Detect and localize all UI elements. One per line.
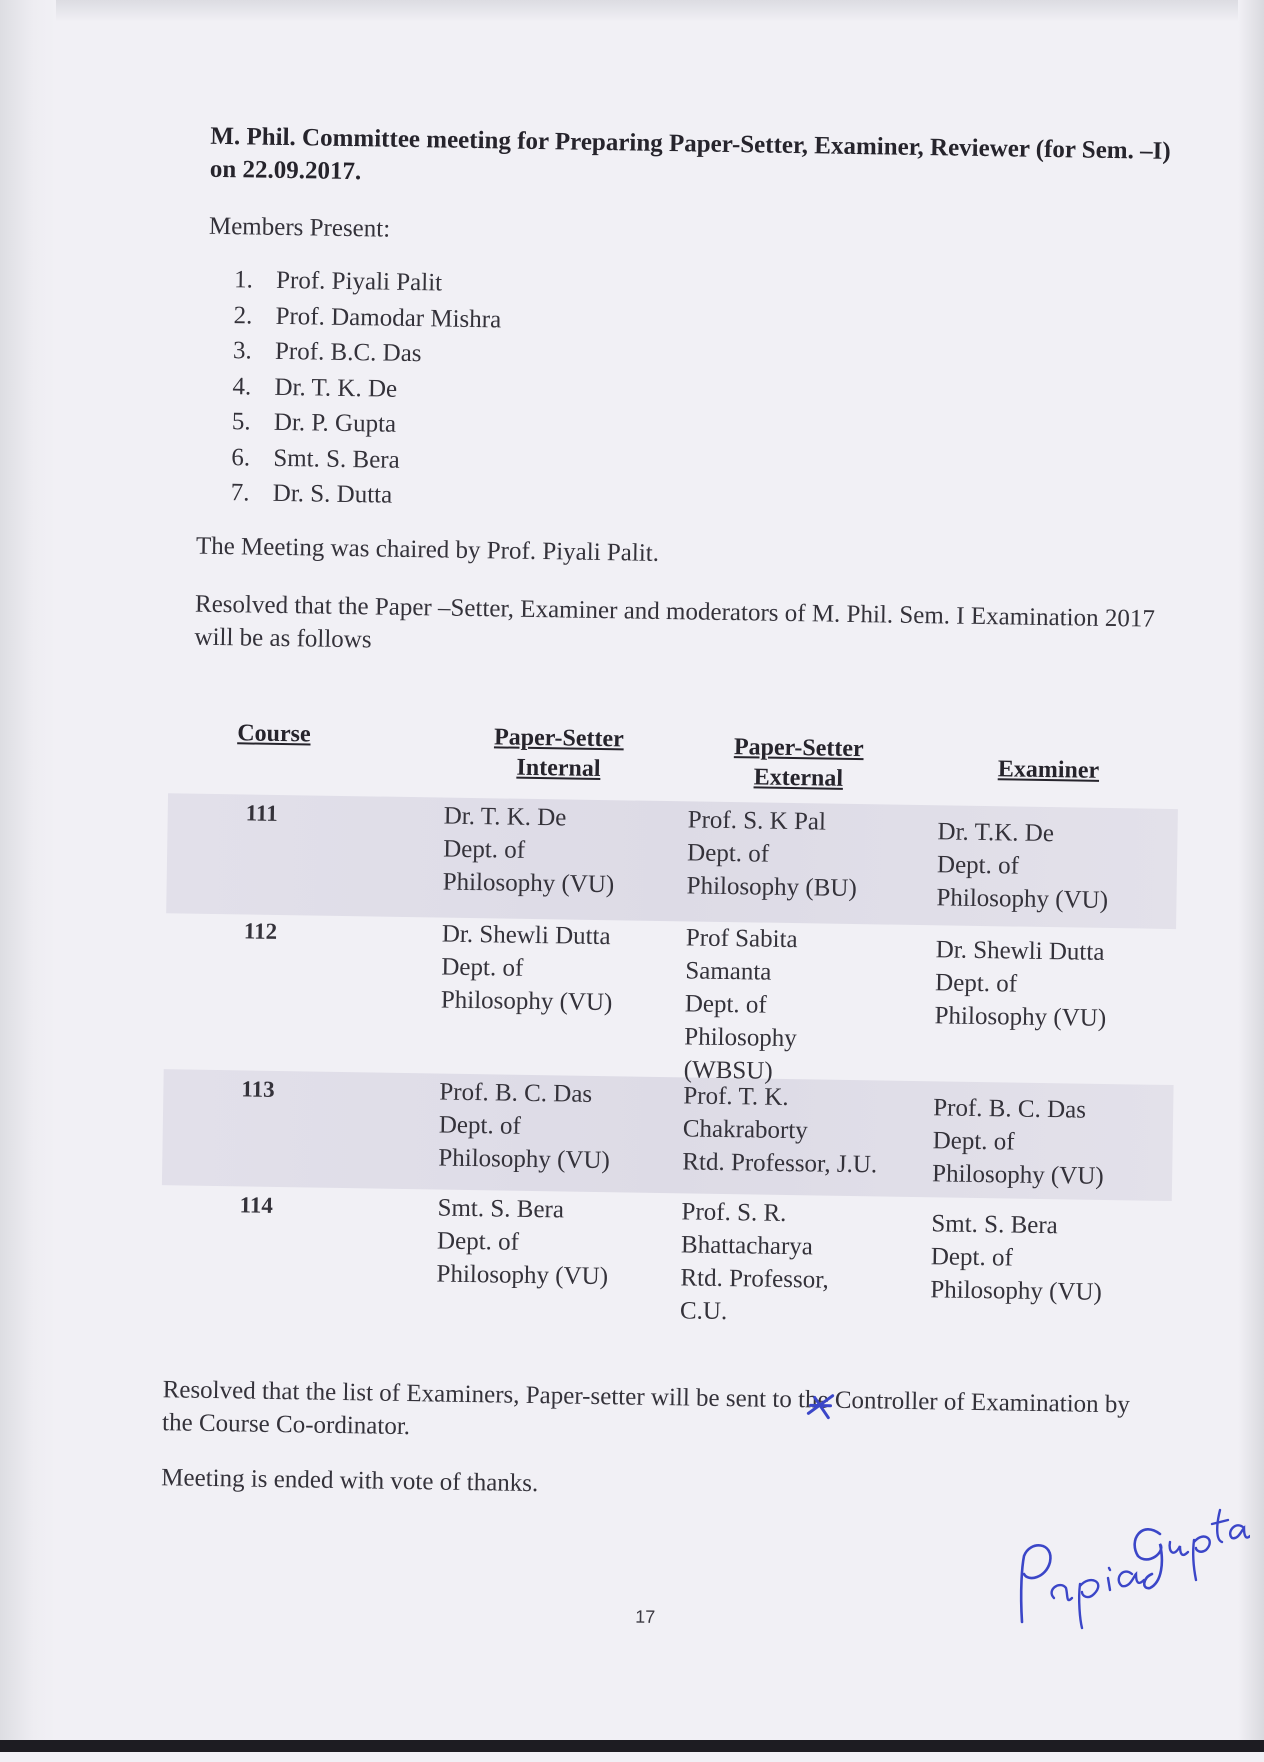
cell-line: Prof Sabita: [685, 924, 798, 954]
member-number: 3.: [232, 337, 252, 365]
header-line: Paper-Setter: [733, 734, 864, 763]
cell-line: Philosophy (VU): [436, 1260, 609, 1291]
examiner-cell: [936, 815, 1168, 918]
cell-line: Philosophy: [684, 1023, 798, 1053]
cell-line: Philosophy (VU): [931, 1160, 1104, 1190]
cell-line: Philosophy (VU): [438, 1144, 611, 1175]
member-number: 4.: [232, 372, 252, 400]
cell-line: Chakraborty: [682, 1115, 809, 1145]
cell-line: Philosophy (VU): [440, 986, 613, 1017]
cell-line: Philosophy (VU): [934, 1002, 1107, 1032]
cell-line: Dept. of: [930, 1243, 1013, 1272]
external-setter-cell: [680, 1195, 912, 1331]
course-code: 112: [243, 918, 278, 944]
resolution-intro: Resolved that the Paper –Setter, Examiner and moderators of M. Phil. Sem. I Examination 2017 will be as follows: [194, 590, 1156, 654]
cell-line: Samanta: [685, 957, 772, 986]
examiner-cell: [930, 1207, 1162, 1310]
list-item: [233, 333, 501, 373]
cell-line: Philosophy (VU): [930, 1276, 1103, 1306]
cell-line: Smt. S. Bera: [931, 1210, 1058, 1240]
cell-line: Prof. B. C. Das: [439, 1078, 593, 1108]
member-name: Dr. S. Dutta: [272, 479, 393, 509]
external-setter-cell: [682, 1079, 914, 1182]
internal-setter-cell: [442, 800, 674, 903]
member-number: 2.: [233, 301, 253, 329]
cell-line: Dept. of: [686, 839, 770, 868]
closing-statement: Meeting is ended with vote of thanks.: [161, 1464, 539, 1498]
cell-line: Prof. S. K Pal: [687, 806, 827, 836]
member-name: Dr. P. Gupta: [273, 408, 397, 438]
cell-line: Dr. T.K. De: [937, 818, 1055, 848]
external-setter-cell: [686, 803, 918, 906]
member-name: Smt. S. Bera: [273, 444, 400, 474]
member-name: Dr. T. K. De: [274, 373, 398, 403]
cell-line: Dr. Shewli Dutta: [935, 936, 1105, 966]
cell-line: Dept. of: [932, 1127, 1015, 1156]
cell-line: Dr. Shewli Dutta: [441, 920, 611, 951]
cell-line: Dept. of: [442, 835, 526, 864]
cell-line: Dr. T. K. De: [443, 802, 567, 832]
members-list: [230, 262, 502, 515]
cell-line: Philosophy (BU): [686, 872, 858, 903]
member-number: 5.: [231, 408, 251, 436]
examiner-table: [160, 717, 1180, 1353]
course-code: 114: [239, 1192, 274, 1218]
course-code: 113: [241, 1076, 275, 1102]
internal-setter-cell: [438, 1076, 670, 1179]
list-item: [233, 298, 501, 338]
cell-line: Dept. of: [438, 1111, 521, 1140]
member-name: Prof. Damodar Mishra: [275, 302, 502, 333]
list-item: [234, 262, 502, 302]
cell-line: Prof. T. K.: [683, 1082, 789, 1111]
cell-line: Dept. of: [436, 1227, 520, 1256]
course-code: 111: [245, 800, 278, 826]
cell-line: Philosophy (VU): [442, 868, 615, 899]
scan-bottom-edge: [0, 1740, 1264, 1752]
list-item: [230, 475, 498, 515]
cell-line: Rtd. Professor,: [680, 1264, 830, 1294]
internal-setter-cell: [436, 1192, 668, 1295]
cell-line: Dept. of: [934, 969, 1018, 998]
cell-line: (WBSU): [683, 1056, 773, 1085]
list-item: [232, 404, 500, 444]
member-name: Prof. B.C. Das: [274, 337, 422, 368]
cell-line: Dept. of: [441, 953, 524, 982]
cell-line: Rtd. Professor, J.U.: [682, 1148, 878, 1179]
examiner-cell: [932, 1091, 1164, 1194]
cell-line: Prof. S. R.: [681, 1198, 787, 1227]
cell-line: Prof. B. C. Das: [932, 1094, 1087, 1124]
internal-setter-cell: [441, 918, 673, 1021]
list-item: [231, 440, 499, 480]
header-line: Internal: [516, 754, 601, 783]
pen-correction-mark: [802, 1387, 839, 1424]
header-course: Course: [237, 720, 311, 748]
header-examiner: Examiner: [997, 756, 1100, 784]
members-label: Members Present:: [208, 212, 391, 243]
cell-line: Philosophy (VU): [936, 884, 1109, 914]
cell-line: Bhattacharya: [680, 1231, 814, 1261]
cell-line: Dept. of: [684, 990, 767, 1019]
member-number: 7.: [230, 479, 250, 507]
resolution-send-list: Resolved that the list of Examiners, Paper-setter will be sent to the Controller of Examination by the Course Co-ordinator.: [161, 1376, 1131, 1441]
chair-statement: The Meeting was chaired by Prof. Piyali Palit.: [195, 532, 660, 567]
header-paper-setter-internal: [448, 722, 669, 785]
header-line: External: [753, 764, 844, 792]
member-number: 6.: [231, 443, 251, 471]
page-title: M. Phil. Committee meeting for Preparing Paper-Setter, Examiner, Reviewer (for Sem. –I) on 22.09.2017.: [209, 122, 1171, 186]
external-setter-cell: [684, 921, 917, 1090]
handwritten-signature: [1010, 1470, 1250, 1640]
cell-line: C.U.: [679, 1297, 728, 1326]
header-paper-setter-external: [688, 731, 909, 794]
cell-line: Dept. of: [936, 851, 1020, 880]
examiner-cell: [934, 933, 1166, 1036]
member-name: Prof. Piyali Palit: [275, 266, 443, 297]
member-number: 1.: [233, 266, 254, 294]
page-number: 17: [635, 1606, 656, 1627]
header-line: Paper-Setter: [493, 724, 625, 753]
cell-line: Smt. S. Bera: [437, 1194, 565, 1224]
list-item: [232, 369, 500, 409]
